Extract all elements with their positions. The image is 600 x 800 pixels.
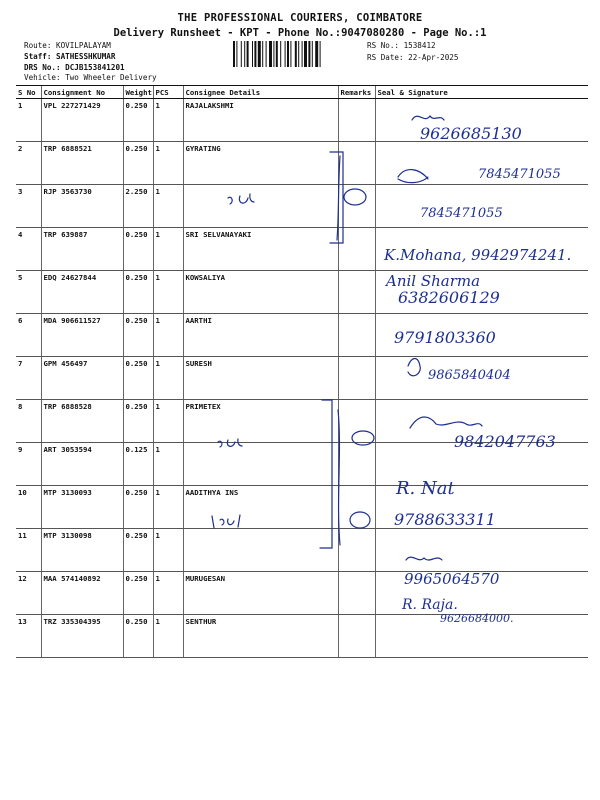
consignment-cell: EDQ 24627844 bbox=[41, 271, 123, 314]
handwriting-5: Anil Sharma bbox=[386, 272, 481, 290]
handwriting-8: 9865840404 bbox=[428, 368, 511, 383]
pcs-cell: 1 bbox=[153, 271, 183, 314]
consignment-cell: MDA 906611527 bbox=[41, 314, 123, 357]
handwriting-7: 9791803360 bbox=[394, 328, 496, 347]
sno-cell: 10 bbox=[16, 486, 41, 529]
pcs-cell: 1 bbox=[153, 314, 183, 357]
consignee-cell: SURESH bbox=[183, 357, 338, 400]
consignee-cell: PRIMETEX bbox=[183, 400, 338, 443]
pcs-cell: 1 bbox=[153, 615, 183, 658]
route-value: KOVILPALAYAM bbox=[56, 41, 111, 50]
table-row bbox=[16, 271, 588, 314]
consignment-cell: TRP 6888528 bbox=[41, 400, 123, 443]
rs-date-label: RS Date: bbox=[367, 53, 404, 62]
handwriting-11: 9788633311 bbox=[394, 510, 496, 529]
handwriting-12: 9965064570 bbox=[404, 570, 500, 588]
drs-label: DRS No.: bbox=[24, 63, 61, 72]
weight-cell: 0.250 bbox=[123, 314, 153, 357]
rs-date-value: 22-Apr-2025 bbox=[408, 53, 459, 62]
staff-value: SATHESSHKUMAR bbox=[56, 52, 116, 61]
consignment-cell: MTP 3130098 bbox=[41, 529, 123, 572]
table-header-row bbox=[16, 86, 588, 99]
weight-cell: 2.250 bbox=[123, 185, 153, 228]
sno-cell: 9 bbox=[16, 443, 41, 486]
pcs-cell: 1 bbox=[153, 357, 183, 400]
sno-cell: 5 bbox=[16, 271, 41, 314]
weight-cell: 0.250 bbox=[123, 529, 153, 572]
remarks-cell bbox=[338, 271, 375, 314]
weight-cell: 0.250 bbox=[123, 486, 153, 529]
col-signature: Seal & Signature bbox=[375, 86, 588, 99]
remarks-cell bbox=[338, 142, 375, 185]
sno-cell: 6 bbox=[16, 314, 41, 357]
sno-cell: 2 bbox=[16, 142, 41, 185]
consignee-cell: KOWSALIYA bbox=[183, 271, 338, 314]
pcs-cell: 1 bbox=[153, 486, 183, 529]
remarks-cell bbox=[338, 228, 375, 271]
pcs-cell: 1 bbox=[153, 99, 183, 142]
runsheet-title: Delivery Runsheet - KPT - Phone No.:9047080280 - Page No.:1 bbox=[113, 27, 487, 39]
remarks-cell bbox=[338, 615, 375, 658]
remarks-cell bbox=[338, 529, 375, 572]
sno-cell: 11 bbox=[16, 529, 41, 572]
consignee-cell: MURUGESAN bbox=[183, 572, 338, 615]
handwriting-1: 9626685130 bbox=[420, 124, 522, 143]
col-pcs: PCS bbox=[153, 86, 183, 99]
col-sno: S No bbox=[16, 86, 41, 99]
pcs-cell: 1 bbox=[153, 142, 183, 185]
consignment-cell: TRP 6888521 bbox=[41, 142, 123, 185]
col-remarks: Remarks bbox=[338, 86, 375, 99]
weight-cell: 0.250 bbox=[123, 357, 153, 400]
pcs-cell: 1 bbox=[153, 400, 183, 443]
consignee-cell: SRI SELVANAYAKI bbox=[183, 228, 338, 271]
consignment-cell: MAA 574140892 bbox=[41, 572, 123, 615]
sno-cell: 13 bbox=[16, 615, 41, 658]
handwriting-6: 6382606129 bbox=[398, 288, 500, 307]
rs-no-label: RS No.: bbox=[367, 41, 400, 50]
vehicle-value: Two Wheeler Delivery bbox=[65, 73, 157, 82]
remarks-cell bbox=[338, 486, 375, 529]
sno-cell: 12 bbox=[16, 572, 41, 615]
barcode bbox=[233, 41, 361, 67]
weight-cell: 0.250 bbox=[123, 228, 153, 271]
remarks-cell bbox=[338, 572, 375, 615]
handwriting-13: R. Raja. bbox=[402, 597, 458, 613]
drs-value: DCJB153841201 bbox=[65, 63, 125, 72]
remarks-cell bbox=[338, 185, 375, 228]
staff-label: Staff: bbox=[24, 52, 52, 61]
pcs-cell: 1 bbox=[153, 443, 183, 486]
table-row bbox=[16, 529, 588, 572]
pcs-cell: 1 bbox=[153, 572, 183, 615]
col-weight: Weight bbox=[123, 86, 153, 99]
table-row bbox=[16, 486, 588, 529]
handwriting-9: 9842047763 bbox=[454, 432, 556, 451]
rs-no-line bbox=[367, 41, 436, 50]
consignee-cell: GYRATING bbox=[183, 142, 338, 185]
consignee-cell: RAJALAKSHMI bbox=[183, 99, 338, 142]
table-row bbox=[16, 314, 588, 357]
consignment-cell: VPL 227271429 bbox=[41, 99, 123, 142]
rs-date-line bbox=[367, 53, 458, 62]
pcs-cell: 1 bbox=[153, 228, 183, 271]
remarks-cell bbox=[338, 443, 375, 486]
weight-cell: 0.250 bbox=[123, 142, 153, 185]
drs-line bbox=[24, 63, 125, 72]
sno-cell: 7 bbox=[16, 357, 41, 400]
sno-cell: 3 bbox=[16, 185, 41, 228]
rs-no-value: 1538412 bbox=[403, 41, 436, 50]
pcs-cell: 1 bbox=[153, 185, 183, 228]
handwriting-14: 9626684000. bbox=[440, 612, 514, 625]
weight-cell: 0.125 bbox=[123, 443, 153, 486]
vehicle-label: Vehicle: bbox=[24, 73, 61, 82]
remarks-cell bbox=[338, 314, 375, 357]
handwriting-2: 7845471055 bbox=[478, 167, 561, 182]
weight-cell: 0.250 bbox=[123, 99, 153, 142]
weight-cell: 0.250 bbox=[123, 615, 153, 658]
consignment-cell: MTP 3130093 bbox=[41, 486, 123, 529]
weight-cell: 0.250 bbox=[123, 400, 153, 443]
weight-cell: 0.250 bbox=[123, 271, 153, 314]
vehicle-line bbox=[24, 73, 157, 82]
remarks-cell bbox=[338, 99, 375, 142]
handwriting-10: R. Nat bbox=[396, 478, 455, 499]
staff-line bbox=[24, 52, 115, 61]
consignment-cell: ART 3053594 bbox=[41, 443, 123, 486]
consignment-cell: RJP 3563730 bbox=[41, 185, 123, 228]
remarks-cell bbox=[338, 400, 375, 443]
sno-cell: 4 bbox=[16, 228, 41, 271]
handwriting-3: 7845471055 bbox=[420, 206, 503, 221]
consignee-cell bbox=[183, 529, 338, 572]
table-row bbox=[16, 572, 588, 615]
col-consignee: Consignee Details bbox=[183, 86, 338, 99]
route-label: Route: bbox=[24, 41, 52, 50]
company-title: THE PROFESSIONAL COURIERS, COIMBATORE bbox=[177, 12, 423, 24]
consignee-cell: AARTHI bbox=[183, 314, 338, 357]
consignee-cell: SENTHUR bbox=[183, 615, 338, 658]
remarks-cell bbox=[338, 357, 375, 400]
weight-cell: 0.250 bbox=[123, 572, 153, 615]
consignee-cell bbox=[183, 185, 338, 228]
route-line bbox=[24, 41, 111, 50]
consignment-cell: GPM 456497 bbox=[41, 357, 123, 400]
pcs-cell: 1 bbox=[153, 529, 183, 572]
consignment-cell: TRP 639887 bbox=[41, 228, 123, 271]
col-consignment: Consignment No bbox=[41, 86, 123, 99]
signature-cell bbox=[375, 529, 588, 572]
handwriting-4: K.Mohana, 9942974241. bbox=[384, 246, 572, 264]
consignee-cell: AADITHYA INS bbox=[183, 486, 338, 529]
consignee-cell bbox=[183, 443, 338, 486]
consignment-cell: TRZ 335304395 bbox=[41, 615, 123, 658]
sno-cell: 1 bbox=[16, 99, 41, 142]
sno-cell: 8 bbox=[16, 400, 41, 443]
